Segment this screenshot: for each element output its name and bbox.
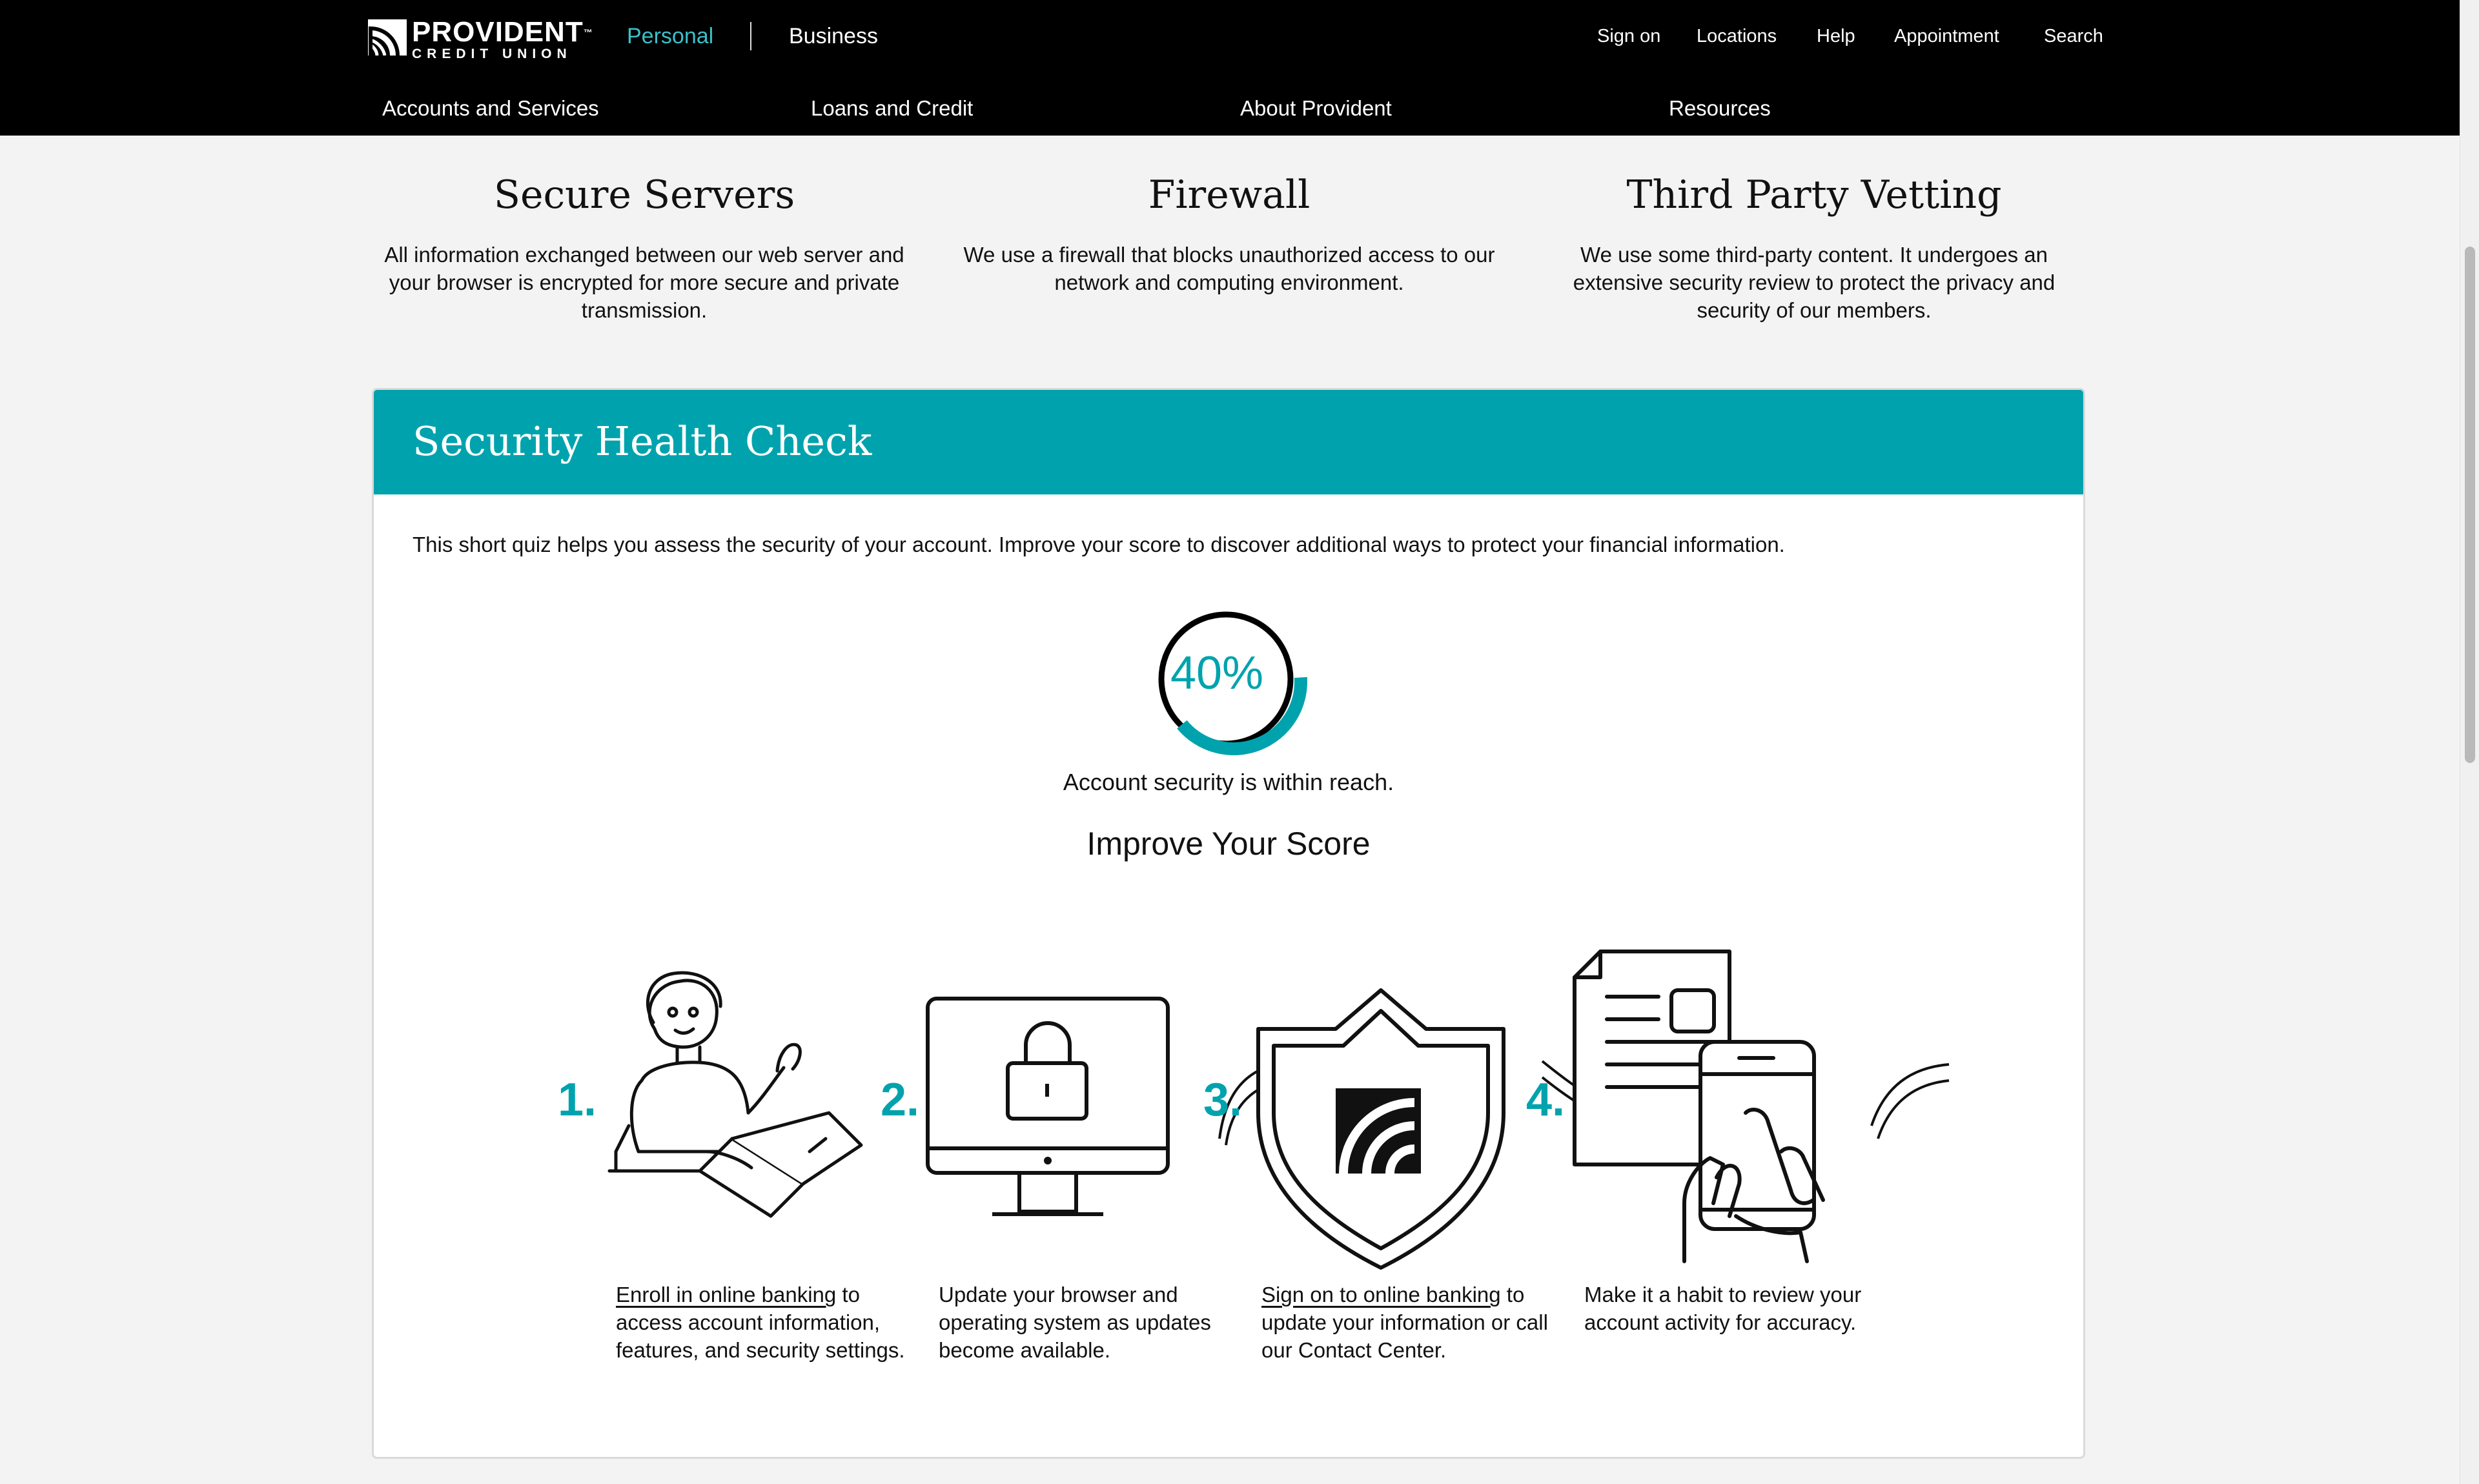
feature-desc-firewall: We use a firewall that blocks unauthorized access to our network and computing environment. bbox=[963, 243, 1495, 294]
document-phone-icon bbox=[1568, 945, 1826, 1281]
nav-about-provident[interactable]: About Provident bbox=[1240, 96, 1392, 120]
step-1-description: to access account information, features, and security settings. bbox=[616, 1283, 905, 1362]
card-title: Security Health Check bbox=[413, 418, 872, 465]
provident-logo[interactable] bbox=[368, 16, 593, 61]
feature-desc-secure-servers: All information exchanged between our web server and your browser is encrypted for more secure and private transmission. bbox=[384, 243, 904, 322]
brand-trademark: ™ bbox=[583, 27, 593, 37]
step-1-number: 1. bbox=[558, 1074, 597, 1126]
feature-desc-third-party: We use some third-party content. It undergoes an extensive security review to protect the privacy and security of our members. bbox=[1573, 243, 2056, 322]
step-3-description: to update your information or call our Contact Center. bbox=[1261, 1283, 1548, 1362]
step-3-number: 3. bbox=[1203, 1074, 1243, 1126]
step-3-text bbox=[1261, 1281, 1558, 1364]
security-health-check-card bbox=[372, 388, 2085, 1459]
provident-logo-icon bbox=[368, 19, 407, 56]
feature-title-firewall: Firewall bbox=[1148, 172, 1311, 218]
card-intro: This short quiz helps you assess the security of your account. Improve your score to discover additional ways to protect your financial information. bbox=[413, 533, 1785, 556]
step-1-text bbox=[616, 1281, 913, 1364]
person-laptop-icon bbox=[603, 958, 887, 1242]
enroll-online-banking-link[interactable]: Enroll in online banking bbox=[616, 1283, 837, 1306]
improve-score-title: Improve Your Score bbox=[1086, 826, 1371, 862]
nav-resources[interactable]: Resources bbox=[1669, 96, 1771, 120]
segment-business[interactable]: Business bbox=[789, 24, 878, 48]
step-2-number: 2. bbox=[881, 1074, 920, 1126]
util-locations-link[interactable]: Locations bbox=[1697, 26, 1777, 46]
nav-accounts-services[interactable]: Accounts and Services bbox=[382, 96, 599, 120]
brand-subname: CREDIT UNION bbox=[412, 46, 572, 61]
score-status: Account security is within reach. bbox=[1063, 769, 1394, 795]
util-help-link[interactable]: Help bbox=[1817, 26, 1855, 46]
scrollbar-thumb[interactable] bbox=[2465, 247, 2475, 763]
shield-logo-icon bbox=[1245, 984, 1516, 1274]
nav-loans-credit[interactable]: Loans and Credit bbox=[811, 96, 974, 120]
page-scrollbar[interactable] bbox=[2460, 0, 2479, 1484]
sign-on-online-banking-link[interactable]: Sign on to online banking bbox=[1261, 1283, 1501, 1306]
segment-personal[interactable]: Personal bbox=[627, 24, 714, 48]
feature-title-secure-servers: Secure Servers bbox=[493, 172, 795, 218]
util-search-link[interactable]: Search bbox=[2044, 26, 2103, 46]
feature-title-third-party: Third Party Vetting bbox=[1626, 172, 2002, 218]
segment-divider bbox=[750, 22, 751, 50]
util-sign-on-link[interactable]: Sign on bbox=[1597, 26, 1661, 46]
step-4-text: Make it a habit to review your account activity for accuracy. bbox=[1584, 1283, 1862, 1334]
step-4-number: 4. bbox=[1526, 1074, 1566, 1126]
site-header bbox=[0, 0, 2460, 136]
monitor-lock-icon bbox=[923, 993, 1174, 1232]
step-2-text: Update your browser and operating system as updates become available. bbox=[939, 1283, 1211, 1362]
card-header bbox=[374, 390, 2083, 494]
score-value: 40% bbox=[1170, 647, 1264, 699]
util-appointment-link[interactable]: Appointment bbox=[1894, 26, 1999, 46]
brand-name: PROVIDENT bbox=[412, 16, 584, 48]
